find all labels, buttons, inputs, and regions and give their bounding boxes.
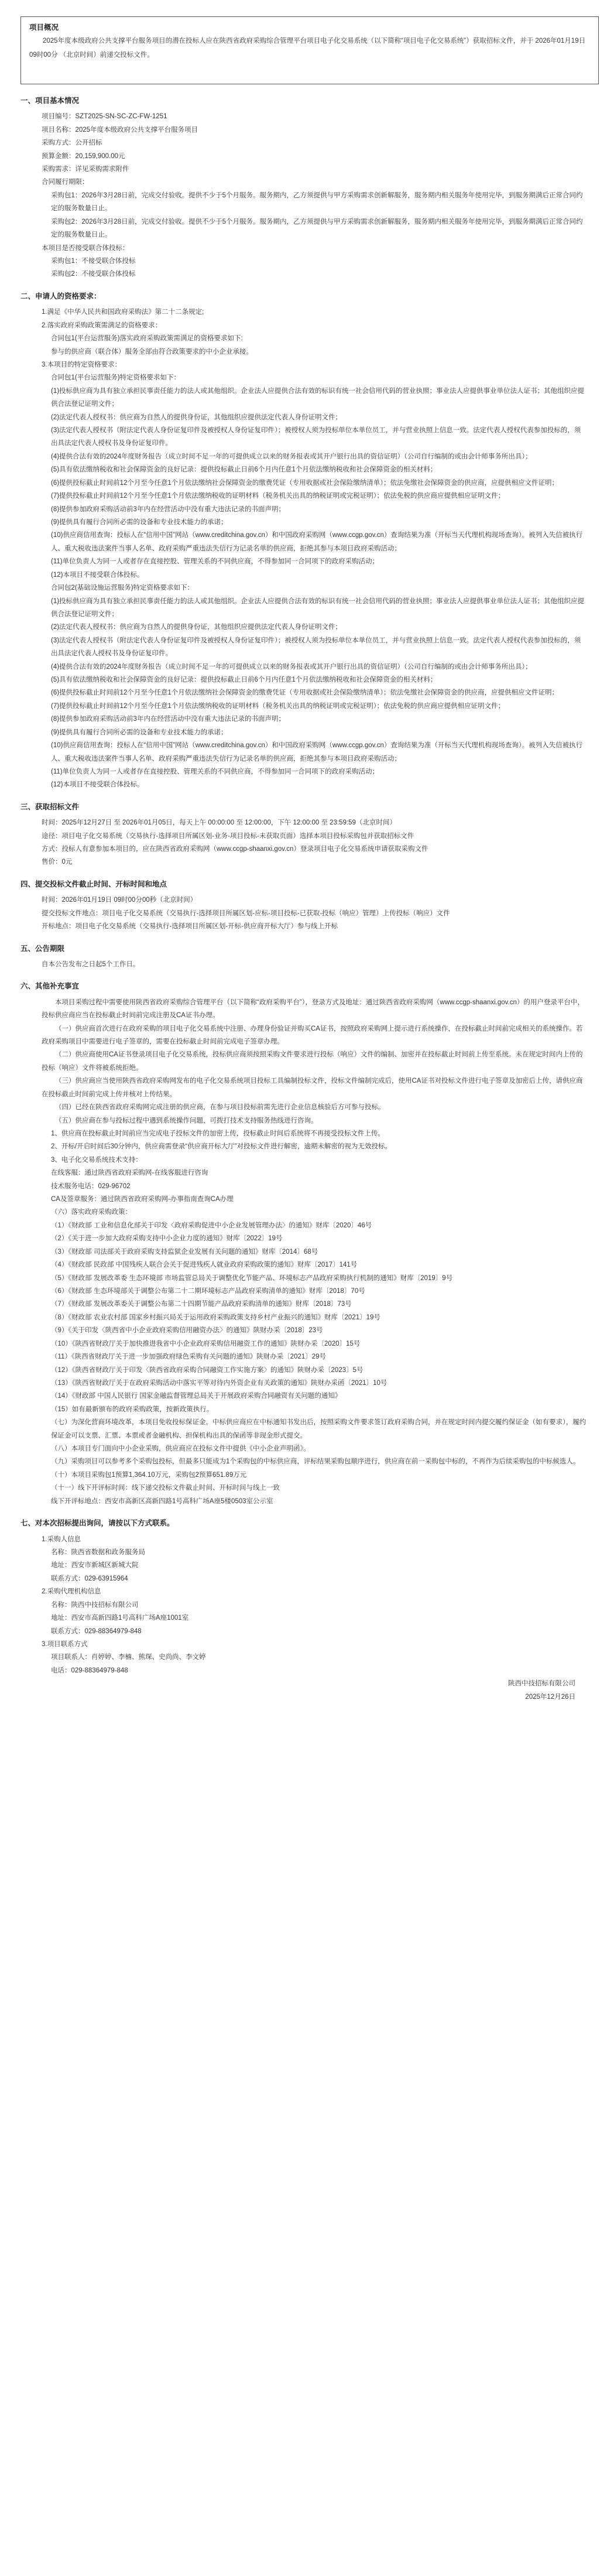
content-line: （8）《财政部 农业农村部 国家乡村振兴局关于运用政府采购政策支持乡村产业振兴的通知》财库〔2021〕19号 xyxy=(51,1313,380,1321)
section-heading: 五、公告期限 xyxy=(20,944,65,953)
content-line: 开标地点：项目电子化交易系统（交易执行-选择项目所属区划-开标-供应商开标大厅）参与线上开标 xyxy=(42,923,338,930)
content-line: 3.本项目的特定资格要求： xyxy=(42,361,122,368)
content-line: 1.采购人信息 xyxy=(42,1535,81,1543)
content-line: （15）如有最新颁布的政府采购政策，按新政策执行。 xyxy=(51,1405,214,1413)
content-line: （十一）线下开评标时间：线下递交投标文件截止时间、开标时间与线上一致 xyxy=(51,1484,280,1492)
content-line: 预算金额：20,159,900.00元 xyxy=(42,152,125,160)
content-line: 地址：西安市高新四路1号高科广场A座1001室 xyxy=(51,1614,189,1622)
content-line: （五）供应商在参与投标过程中遇到系统操作问题，可拨打技术支持服务热线进行咨询。 xyxy=(55,1117,318,1124)
content-line: 合同履行期限： xyxy=(42,179,89,186)
content-line: （三）供应商应当使用陕西省政府采购网发布的电子化交易系统项目投标工具编制投标文件，投标文件编制完成后，使用CA证书对投标文件进行电子签章及加密后上传，请供应商在投标截止时间前完成上传并核对上传结果。 xyxy=(42,1077,583,1098)
content-line: (4)提供合法有效的2024年度财务报告（成立时间不足一年的可提供成立以来的财务报表或其开户银行出具的资信证明）（公司自行编制的或由会计师事务所出具）； xyxy=(51,453,532,460)
content-line: 地址：西安市新城区新城大院 xyxy=(51,1562,139,1569)
content-line: 合同包2(基础设施运营服务)特定资格要求如下： xyxy=(51,584,194,592)
content-line: （十）本项目采购包1预算1,364.10万元，采购包2预算651.89万元 xyxy=(51,1471,247,1479)
content-line: （10）《陕西省财政厅关于加快推进我省中小企业政府采购信用融资工作的通知》陕财办采〔2020〕15号 xyxy=(51,1340,361,1347)
content-line: (5)具有依法缴纳税收和社会保障资金的良好记录：提供投标截止日前6个月内任意1个月依法缴纳税收和社会保障资金的相关材料； xyxy=(51,676,437,684)
content-line: (2)法定代表人授权书：供应商为自然人的提供身份证，其他组织应提供法定代表人身份证明文件； xyxy=(51,413,342,421)
content-line: （二）供应商使用CA证书登录项目电子化交易系统，投标供应商须按照采购文件要求进行投标（响应）文件的编制、加密并在投标截止时间前上传至系统。未在规定时间内上传的投标（响应）文件将被系统拒绝。 xyxy=(42,1051,583,1072)
content-line: 3.项目联系方式 xyxy=(42,1640,88,1648)
section-heading: 四、提交投标文件截止时间、开标时间和地点 xyxy=(20,880,167,888)
content-line: 合同包1(平台运营服务)特定资格要求如下： xyxy=(51,374,181,382)
signature-line: 陕西中技招标有限公司 xyxy=(508,1680,575,1688)
section-heading: 二、申请人的资格要求： xyxy=(20,292,101,300)
content-line: 1、供应商在投标截止时间前应当完成电子投标文件的加密上传，投标截止时间后系统将不再接受投标文件上传。 xyxy=(51,1130,385,1137)
content-line: (12)本项目不接受联合体投标。 xyxy=(51,781,144,789)
content-line: 电话：029-88364979-848 xyxy=(51,1667,128,1674)
content-line: （3）《财政部 司法部关于政府采购支持监狱企业发展有关问题的通知》财库〔2014〕68号 xyxy=(51,1248,318,1255)
content-line: (3)法定代表人授权书（附法定代表人身份证复印件及被授权人身份证复印件）；被授权人须为投标单位本单位员工，并与营业执照上信息一致。法定代表人授权代表参加投标的，须出具法定代表人授权书及身份证复印件。 xyxy=(51,427,581,447)
content-line: 采购包2：不接受联合体投标 xyxy=(51,271,136,278)
section-heading: 三、获取招标文件 xyxy=(20,802,80,811)
content-line: 联系方式：029-63915964 xyxy=(51,1575,128,1582)
content-line: 项目联系人：肖婷婷、李楠、熊琛、史尚尚、李文婷 xyxy=(51,1654,206,1661)
content-line: （2）《关于进一步加大政府采购支持中小企业力度的通知》财库〔2022〕19号 xyxy=(51,1235,283,1243)
content-line: (4)提供合法有效的2024年度财务报告（成立时间不足一年的可提供成立以来的财务报表或其开户银行出具的资信证明）（公司自行编制的或由会计师事务所出具）； xyxy=(51,663,532,670)
content-line: （12）《陕西省财政厅关于印发〈陕西省政府采购合同融资工作实施方案〉的通知》陕财办采〔2023〕5号 xyxy=(51,1366,363,1374)
content-line: (9)提供具有履行合同所必需的设备和专业技术能力的承诺； xyxy=(51,728,228,736)
announcement-content xyxy=(20,94,587,1703)
content-line: (7)提供投标截止时间前12个月至今任意1个月依法缴纳税收的证明材料（税务机关出具的纳税证明或完税证明）；依法免税的供应商应提供相应证明文件； xyxy=(51,492,505,500)
content-line: 参与的供应商（联合体）服务全部由符合政策要求的中小企业承接。 xyxy=(51,348,253,355)
content-line: 项目编号：SZT2025-SN-SC-ZC-FW-1251 xyxy=(42,113,167,121)
content-line: （5）《财政部 发展改革委 生态环境部 市场监管总局关于调整优化节能产品、环境标志产品政府采购执行机制的通知》财库〔2019〕9号 xyxy=(51,1274,453,1282)
content-line: （4）《财政部 民政部 中国残疾人联合会关于促进残疾人就业政府采购政策的通知》财库〔2017〕141号 xyxy=(51,1261,358,1269)
content-line: （14）《财政部 中国人民银行 国家金融监督管理总局关于开展政府采购合同融资有关问题的通知》 xyxy=(51,1393,342,1400)
content-line: (8)提供参加政府采购活动前3年内在经营活动中没有重大违法记录的书面声明； xyxy=(51,505,285,513)
content-line: 时间：2026年01月19日 09时00分00秒（北京时间） xyxy=(42,897,197,904)
content-line: 名称：陕西省数据和政务服务局 xyxy=(51,1548,145,1556)
content-line: 2.落实政府采购政策需满足的资格要求： xyxy=(42,321,162,329)
content-line: 时间：2025年12月27日 至 2026年01月05日，每天上午 00:00:00 至 12:00:00，下午 12:00:00 至 23:59:59（北京时间） xyxy=(42,819,396,827)
content-line: (11)单位负责人为同一人或者存在直接控股、管理关系的不同供应商，不得参加同一合同项下的政府采购活动； xyxy=(51,768,379,775)
content-line: 名称：陕西中技招标有限公司 xyxy=(51,1601,139,1609)
content-line: 合同包1(平台运营服务)落实政府采购政策需满足的资格要求如下: xyxy=(51,335,243,343)
content-line: 途径：项目电子化交易系统（交易执行-选择项目所属区划-业务-项目投标-未获取页面）选择本项目投标采购包并获取招标文件 xyxy=(42,832,414,840)
content-line: （13）《陕西省财政厅关于在政府采购活动中落实平等对待内外资企业有关政策的通知》陕财办采函〔2021〕10号 xyxy=(51,1379,387,1387)
content-line: 联系方式：029-88364979-848 xyxy=(51,1627,142,1635)
content-line: (5)具有依法缴纳税收和社会保障资金的良好记录：提供投标截止日前6个月内任意1个月依法缴纳税收和社会保障资金的相关材料； xyxy=(51,466,437,474)
section-heading: 一、项目基本情况 xyxy=(20,97,80,105)
content-line: （一）供应商首次进行在政府采购的项目电子化交易系统中注册、办理身份验证并购买CA证书，按照政府采购网上提示进行系统操作，在投标截止时间前完成相关的系统操作。若政府采购项目中需要进行电子签章的，需要在投标截止时间前完成电子签章办理。 xyxy=(42,1025,583,1045)
content-line: (8)提供参加政府采购活动前3年内在经营活动中没有重大违法记录的书面声明； xyxy=(51,716,285,723)
content-line: 3、电子化交易系统技术支持： xyxy=(51,1156,142,1164)
content-line: 项目名称：2025年度本级政府公共支撑平台服务项目 xyxy=(42,126,198,134)
content-line: （7）《财政部 发展改革委关于调整公布第二十四期节能产品政府采购清单的通知》财库〔2018〕73号 xyxy=(51,1301,352,1308)
overview-title: 项目概况 xyxy=(29,23,59,32)
section-heading: 七、对本次招标提出询问，请按以下方式联系。 xyxy=(20,1519,174,1528)
content-line: （9）《关于印发〈陕西省中小企业政府采购信用融资办法〉的通知》陕财办采〔2018〕23号 xyxy=(51,1327,323,1335)
content-line: （四）已经在陕西省政府采购网完成注册的供应商，在参与项目投标前需先进行企业信息核验后方可参与投标。 xyxy=(55,1104,385,1111)
content-line: (11)单位负责人为同一人或者存在直接控股、管理关系的不同供应商，不得参加同一合同项下的政府采购活动； xyxy=(51,558,379,566)
content-line: （六）落实政府采购政策： xyxy=(51,1209,132,1216)
content-line: 采购包1：2026年3月28日前，完成交付验收。提供不少于5个月服务。服务期内，乙方须提供与甲方采购需求创新解服务，服务期内相关服务年使用完毕，到服务期满后正常合同约定的服务数量日止。 xyxy=(51,191,583,213)
content-line: 本项目采购过程中需要使用陕西省政府采购综合管理平台（以下简称“政府采购平台”），登录方式及地址：通过陕西省政府采购网（www.ccgp-shaanxi.gov.cn）的用户登录平台中，投标供应商应当在投标截止时间前完成注册及CA证书办理。 xyxy=(42,998,584,1020)
section-heading: 六、其他补充事宜 xyxy=(20,982,80,991)
content-line: 1.满足《中华人民共和国政府采购法》第二十二条规定; xyxy=(42,309,204,316)
content-line: 采购需求：详见采购需求附件 xyxy=(42,166,129,173)
content-line: 采购方式：公开招标 xyxy=(42,139,102,147)
content-line: (2)法定代表人授权书：供应商为自然人的提供身份证，其他组织应提供法定代表人身份证明文件； xyxy=(51,624,342,631)
content-line: (6)提供投标截止时间前12个月至今任意1个月依法缴纳社会保障资金的缴费凭证（专用收据或社会保险缴纳清单）；依法免缴社会保障资金的供应商，应提供相应文件证明； xyxy=(51,479,558,487)
content-line: 售价：0元 xyxy=(42,858,73,866)
content-line: 方式：投标人有意参加本项目的，应在陕西省政府采购网（www.ccgp-shaanxi.gov.cn）登录项目电子化交易系统申请获取采购文件 xyxy=(42,846,428,853)
content-line: (9)提供具有履行合同所必需的设备和专业技术能力的承诺； xyxy=(51,518,228,526)
content-line: (3)法定代表人授权书（附法定代表人身份证复印件及被授权人身份证复印件）；被授权人须为投标单位本单位员工，并与营业执照上信息一致。法定代表人授权代表参加投标的，须出具法定代表人授权书及身份证复印件。 xyxy=(51,637,581,658)
signature-line: 2025年12月26日 xyxy=(525,1693,575,1701)
content-line: 2.采购代理机构信息 xyxy=(42,1588,101,1596)
content-line: (6)提供投标截止时间前12个月至今任意1个月依法缴纳社会保障资金的缴费凭证（专用收据或社会保险缴纳清单）；依法免缴社会保障资金的供应商，应提供相应文件证明； xyxy=(51,689,558,697)
content-line: (1)投标供应商为具有独立承担民事责任能力的法人或其他组织。企业法人应提供合法有效的标识有统一社会信用代码的营业执照；事业法人应提供事业单位法人证书；其他组织应提供合法登记证明文件； xyxy=(51,387,585,408)
content-line: 在线客服：通过陕西省政府采购网-在线客服进行咨询 xyxy=(51,1169,208,1177)
content-line: 提交投标文件地点：项目电子化交易系统（交易执行-选择项目所属区划-应标-项目投标-已获取-投标（响应）管理）上传投标（响应）文件 xyxy=(42,909,450,917)
content-line: 采购包2：2026年3月28日前，完成交付验收。提供不少于5个月服务。服务期内，乙方须提供与甲方采购需求创新解服务，服务期内相关服务年使用完毕，到服务期满后正常合同约定的服务数量日止。 xyxy=(51,218,583,239)
content-line: 2、开标/开启时间后30分钟内，供应商需登录“供应商开标大厅”对投标文件进行解密，逾期未解密的视为无效投标。 xyxy=(51,1143,392,1151)
content-line: CA及签章服务：通过陕西省政府采购网-办事指南查询CA办理 xyxy=(51,1196,234,1203)
content-line: （6）《财政部 生态环境部关于调整公布第二十二期环境标志产品政府采购清单的通知》财库〔2018〕70号 xyxy=(51,1288,365,1295)
content-line: 采购包1：不接受联合体投标 xyxy=(51,258,136,265)
content-line: (7)提供投标截止时间前12个月至今任意1个月依法缴纳税收的证明材料（税务机关出具的纳税证明或完税证明）；依法免税的供应商应提供相应证明文件； xyxy=(51,702,505,710)
content-line: （九）采购项目可以参考多个采购包投标，但最多只能成为1个采购包的中标供应商，评标结果采购包顺序进行，供应商在前一采购包中标的，不再作为后续采购包的中标候选人。 xyxy=(51,1458,580,1466)
content-line: (1)投标供应商为具有独立承担民事责任能力的法人或其他组织。企业法人应提供合法有效的标识有统一社会信用代码的营业执照；事业法人应提供事业单位法人证书；其他组织应提供合法登记证明文件； xyxy=(51,597,585,618)
content-line: 本项目是否接受联合体投标： xyxy=(42,244,129,252)
content-line: （1）《财政部 工业和信息化部关于印发〈政府采购促进中小企业发展管理办法〉的通知》财库〔2020〕46号 xyxy=(51,1222,372,1229)
project-overview-box xyxy=(20,16,599,84)
content-line: (10)供应商信用查询：投标人在“信用中国”网站（www.creditchina.gov.cn）和中国政府采购网（www.ccgp.gov.cn）查询结果为准（开标当天代理机构现场查询）。被列入失信被执行人、重大税收违法案件当事人名单、政府采购严重违法失信行为记录名单的供应商，拒绝其参与本项目政府采购活动； xyxy=(51,742,583,762)
content-line: 线下开评标地点：西安市高新区高新四路1号高科广场A座5楼0503室公示室 xyxy=(51,1497,273,1505)
content-line: (10)供应商信用查询：投标人在“信用中国”网站（www.creditchina.gov.cn）和中国政府采购网（www.ccgp.gov.cn）查询结果为准（开标当天代理机构现场查询）。被列入失信被执行人、重大税收违法案件当事人名单、政府采购严重违法失信行为记录名单的供应商，拒绝其参与本项目政府采购活动； xyxy=(51,532,583,552)
content-line: （八）本项目专门面向中小企业采购，供应商应在投标文件中提供《中小企业声明函》。 xyxy=(51,1445,310,1453)
content-line: （11）《陕西省财政厅关于进一步加强政府绿色采购有关问题的通知》陕财办采〔2021〕29号 xyxy=(51,1353,327,1361)
overview-body: 2025年度本级政府公共支撑平台服务项目的潜在投标人应在陕西省政府采购综合管理平台项目电子化交易系统（以下简称“项目电子化交易系统”）获取招标文件，并于 2026年01月19日 09时00分 （北京时间）前递交投标文件。 xyxy=(29,37,586,59)
content-line: (12)本项目不接受联合体投标。 xyxy=(51,571,144,579)
content-line: 自本公告发布之日起5个工作日。 xyxy=(42,960,140,968)
content-line: 技术服务电话：029-96702 xyxy=(51,1182,131,1190)
content-line: （七）为深化营商环境改革，本项目免收投标保证金。中标供应商应在中标通知书发出后，按照采购文件要求签订政府采购合同，并在规定时间内提交履约保证金（如有要求），履约保证金可以支票、汇票、本票或者金融机构、担保机构出具的保函等非现金形式提交。 xyxy=(51,1419,587,1439)
